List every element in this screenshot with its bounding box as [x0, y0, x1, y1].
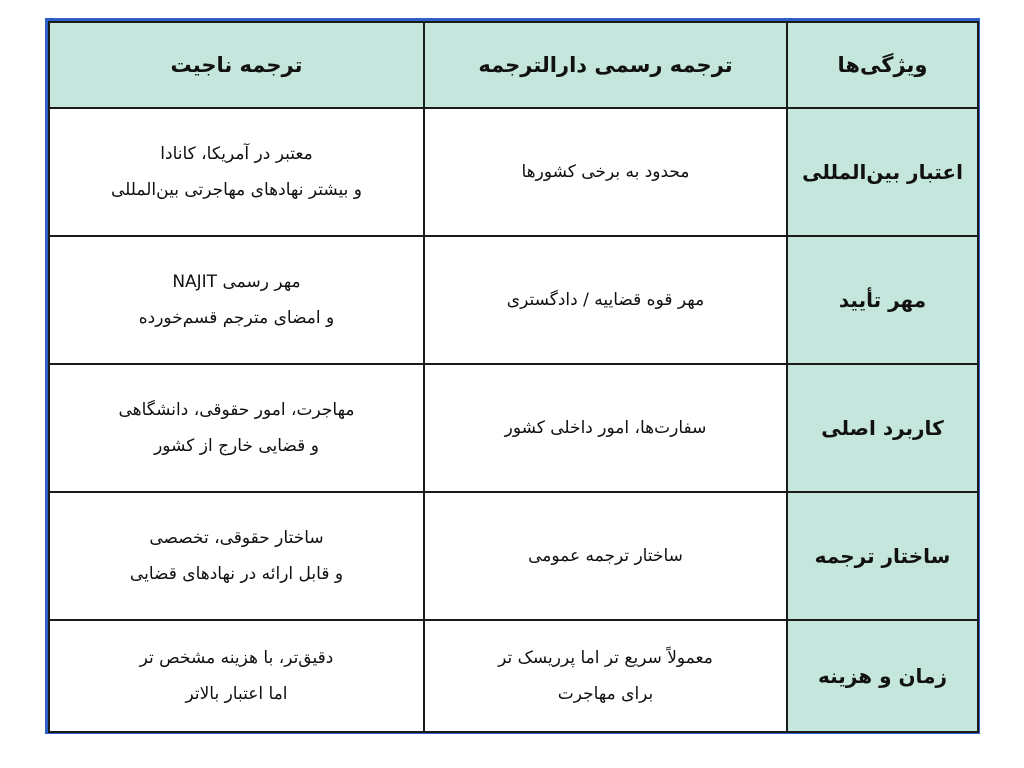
official-text-line-1: معمولاً سریع تر اما پرریسک تر	[498, 648, 713, 668]
najit-text-line-1: معتبر در آمریکا، کانادا	[160, 144, 313, 164]
header-features: ویژگی‌ها	[787, 22, 978, 108]
najit-text-line-1: ساختار حقوقی، تخصصی	[149, 528, 324, 548]
najit-text-line-2: و قابل ارائه در نهادهای قضایی	[129, 564, 344, 584]
feature-international-validity: اعتبار بین‌المللی	[787, 108, 978, 236]
official-text: سفارت‌ها، امور داخلی کشور	[504, 418, 707, 438]
official-text: مهر قوه قضاییه / دادگستری	[506, 290, 705, 310]
table-row	[49, 108, 978, 236]
najit-cell	[49, 620, 424, 732]
najit-text-line-2: و قضایی خارج از کشور	[154, 436, 319, 456]
feature-main-usage: کاربرد اصلی	[787, 364, 978, 492]
najit-text-line-1: مهر رسمی NAJIT	[172, 272, 301, 292]
official-cell	[424, 236, 787, 364]
table-row	[49, 236, 978, 364]
najit-text-line-2: و امضای مترجم قسم‌خورده	[138, 308, 335, 328]
najit-cell	[49, 364, 424, 492]
najit-text-line-1: دقیق‌تر، با هزینه مشخص تر	[139, 648, 334, 668]
comparison-table	[48, 21, 979, 733]
official-text: محدود به برخی کشورها	[521, 162, 690, 182]
official-cell	[424, 108, 787, 236]
official-cell	[424, 620, 787, 732]
feature-approval-seal: مهر تأیید	[787, 236, 978, 364]
header-official-translation: ترجمه رسمی دارالترجمه	[424, 22, 787, 108]
comparison-table-frame	[45, 18, 980, 734]
najit-cell	[49, 492, 424, 620]
official-cell	[424, 364, 787, 492]
najit-cell	[49, 236, 424, 364]
najit-text-line-2: و بیشتر نهادهای مهاجرتی بین‌المللی	[111, 180, 362, 200]
table-row	[49, 620, 978, 732]
official-text-line-2: برای مهاجرت	[557, 684, 654, 704]
feature-translation-structure: ساختار ترجمه	[787, 492, 978, 620]
najit-cell	[49, 108, 424, 236]
najit-text-line-2: اما اعتبار بالاتر	[185, 684, 288, 704]
table-row	[49, 364, 978, 492]
table-row	[49, 492, 978, 620]
header-row	[49, 22, 978, 108]
header-najit-translation: ترجمه ناجیت	[49, 22, 424, 108]
feature-time-and-cost: زمان و هزینه	[787, 620, 978, 732]
official-text: ساختار ترجمه عمومی	[528, 546, 683, 566]
najit-text-line-1: مهاجرت، امور حقوقی، دانشگاهی	[118, 400, 355, 420]
official-cell	[424, 492, 787, 620]
